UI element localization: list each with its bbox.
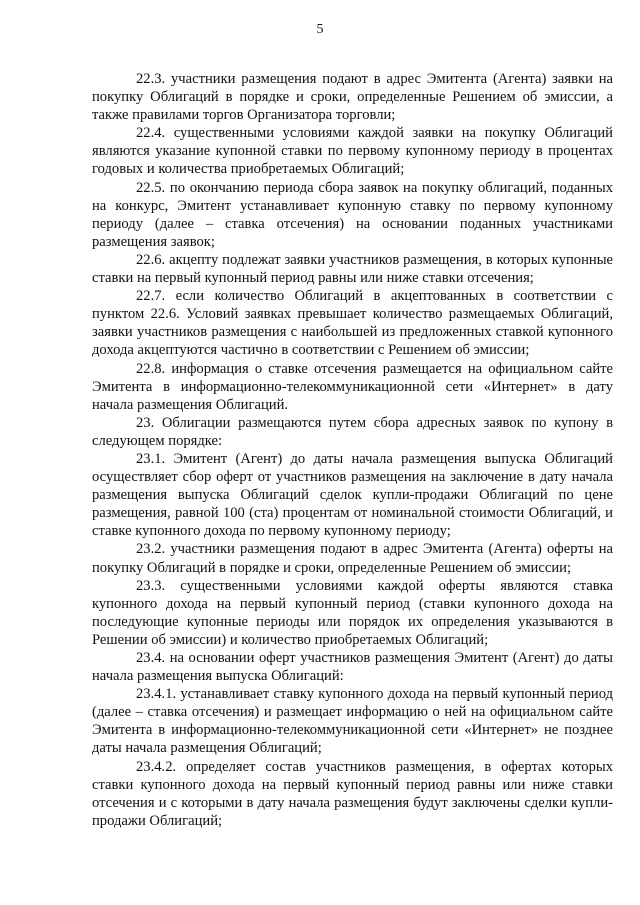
paragraph-23-3: 23.3. существенными условиями каждой оферты являются ставка купонного дохода на первый купонный период (ставки купонного дохода на последующие купонные периоды или порядок их определения указываются в Решении об эмиссии) и количество приобретаемых Облигаций; <box>92 577 613 648</box>
paragraph-22-7: 22.7. если количество Облигаций в акцептованных в соответствии с пунктом 22.6. Условий заявках превышает количество размещаемых Облигаций, заявки участников размещения с наибольшей из предложенных ставкой купонного дохода акцептуются частично в соответствии с Решением об эмиссии; <box>92 288 613 359</box>
document-body <box>92 70 613 830</box>
paragraph-22-8: 22.8. информация о ставке отсечения размещается на официальном сайте Эмитента в информационно-телекоммуникационной сети «Интернет» в дату начала размещения Облигаций. <box>92 360 613 413</box>
paragraph-22-4: 22.4. существенными условиями каждой заявки на покупку Облигаций являются указание купонной ставки по первому купонному периоду в процентах годовых и количества приобретаемых Облигаций; <box>92 125 613 178</box>
paragraph-23-4-2: 23.4.2. определяет состав участников размещения, в офертах которых ставки купонного дохода на первый купонный период равны или ниже ставки отсечения и с которыми в дату начала размещения будут заключены сделки купли-продажи Облигаций; <box>92 758 613 829</box>
page-number: 5 <box>316 22 324 37</box>
paragraph-23-2: 23.2. участники размещения подают в адрес Эмитента (Агента) оферты на покупку Облигаций в порядке и сроки, определенные Решением об эмиссии; <box>92 541 613 576</box>
paragraph-22-5: 22.5. по окончанию периода сбора заявок на покупку облигаций, поданных на конкурс, Эмитент устанавливает купонную ставку по первому купонному периоду (далее – ставка отсечения) на основании поданных участниками размещения заявок; <box>92 179 613 250</box>
paragraph-23-1: 23.1. Эмитент (Агент) до даты начала размещения выпуска Облигаций осуществляет сбор оферт от участников размещения на заключение в дату начала размещения выпуска Облигаций сделок купли-продажи Облигаций по цене размещения, равной 100 (ста) процентам от номинальной стоимости Облигаций, и ставке купонного дохода по первому купонному периоду; <box>92 450 613 540</box>
paragraph-22-3: 22.3. участники размещения подают в адрес Эмитента (Агента) заявки на покупку Облигаций в порядке и сроки, определенные Решением об эмиссии, а также правилами торгов Организатора торговли; <box>92 71 613 124</box>
paragraph-22-6: 22.6. акцепту подлежат заявки участников размещения, в которых купонные ставки на первый купонный период равны или ниже ставки отсечения; <box>92 251 613 287</box>
paragraph-23-4: 23.4. на основании оферт участников размещения Эмитент (Агент) до даты начала размещения выпуска Облигаций: <box>92 650 613 685</box>
paragraph-23-4-1: 23.4.1. устанавливает ставку купонного дохода на первый купонный период (далее – ставка отсечения) и размещает информацию о ней на официальном сайте Эмитента в информационно-телекоммуникационной сети «Интернет» не позднее даты начала размещения Облигаций; <box>92 686 613 757</box>
paragraph-23: 23. Облигации размещаются путем сбора адресных заявок по купону в следующем порядке: <box>92 414 613 449</box>
